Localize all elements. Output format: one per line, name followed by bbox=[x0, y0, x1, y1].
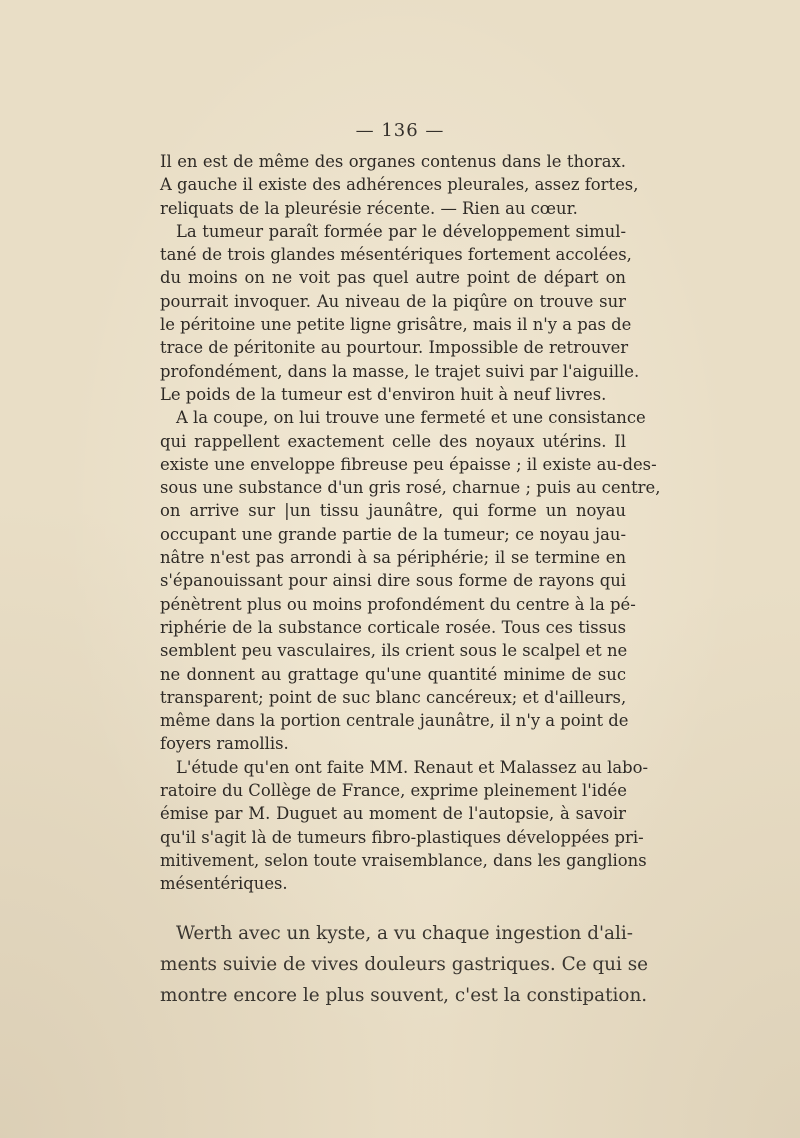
text-line: nâtre n'est pas arrondi à sa périphérie; il se termine en bbox=[160, 548, 626, 568]
text-line: foyers ramollis. bbox=[160, 734, 289, 754]
text-line: même dans la portion centrale jaunâtre, il n'y a point de bbox=[160, 711, 629, 731]
paragraph-werth bbox=[160, 918, 649, 1011]
text-line: s'épanouissant pour ainsi dire sous forme de rayons qui bbox=[160, 571, 626, 591]
text-line: Le poids de la tumeur est d'environ huit à neuf livres. bbox=[160, 384, 607, 404]
paragraph-etude bbox=[160, 756, 649, 896]
text-line: on arrive sur |un tissu jaunâtre, qui forme un noyau bbox=[160, 501, 626, 521]
text-line: Werth avec un kyste, a vu chaque ingestion d'ali- bbox=[176, 922, 633, 944]
text-line: le péritoine une petite ligne grisâtre, mais il n'y a pas de bbox=[160, 315, 632, 335]
text-line: transparent; point de suc blanc cancéreux; et d'ailleurs, bbox=[160, 687, 627, 707]
text-line: mésentériques. bbox=[160, 874, 288, 894]
paragraph-coupe bbox=[160, 406, 661, 755]
text-line: Il en est de même des organes contenus dans le thorax. bbox=[160, 152, 626, 171]
text-line: émise par M. Duguet au moment de l'autopsie, à savoir bbox=[160, 804, 626, 824]
text-line: A la coupe, on lui trouve une fermeté et une consistance bbox=[176, 408, 646, 428]
text-line: tané de trois glandes mésentériques fortement accolées, bbox=[160, 245, 632, 265]
text-line: pourrait invoquer. Au niveau de la piqûre on trouve sur bbox=[160, 291, 626, 311]
text-line: La tumeur paraît formée par le développement simul- bbox=[176, 221, 626, 241]
text-line: qu'il s'agit là de tumeurs fibro-plastiques développées pri- bbox=[160, 827, 644, 847]
text-line: mitivement, selon toute vraisemblance, dans les ganglions bbox=[160, 850, 647, 870]
text-line: sous une substance d'un gris rosé, charnue ; puis au centre, bbox=[160, 478, 661, 498]
paragraph-tumeur bbox=[160, 220, 640, 406]
text-line: reliquats de la pleurésie récente. — Rien au cœur. bbox=[160, 198, 578, 218]
text-line: ne donnent au grattage qu'une quantité minime de suc bbox=[160, 664, 626, 684]
text-line: existe une enveloppe fibreuse peu épaisse ; il existe au-des- bbox=[160, 454, 657, 474]
text-line: ments suivie de vives douleurs gastriques. Ce qui se bbox=[160, 953, 649, 975]
page-number: — 136 — bbox=[355, 120, 445, 141]
body-text bbox=[160, 150, 661, 1011]
text-line: pénètrent plus ou moins profondément du centre à la pé- bbox=[160, 594, 636, 614]
text-line: qui rappellent exactement celle des noyaux utérins. Il bbox=[160, 431, 626, 451]
text-line: semblent peu vasculaires, ils crient sous le scalpel et ne bbox=[160, 641, 628, 661]
paragraph-gap bbox=[160, 896, 626, 918]
text-line: A gauche il existe des adhérences pleurales, assez fortes, bbox=[160, 175, 639, 195]
text-line: ratoire du Collège de France, exprime pleinement l'idée bbox=[160, 781, 627, 801]
text-line: trace de péritonite au pourtour. Impossible de retrouver bbox=[160, 338, 629, 358]
text-line: riphérie de la substance corticale rosée. Tous ces tissus bbox=[160, 617, 626, 637]
text-line: occupant une grande partie de la tumeur; ce noyau jau- bbox=[160, 524, 626, 544]
text-line: du moins on ne voit pas quel autre point de départ on bbox=[160, 268, 626, 288]
paragraph-thorax bbox=[160, 150, 639, 220]
text-line: montre encore le plus souvent, c'est la constipation. bbox=[160, 984, 648, 1006]
text-line: L'étude qu'en ont faite MM. Renaut et Malassez au labo- bbox=[176, 757, 649, 777]
text-line: profondément, dans la masse, le trajet suivi par l'aiguille. bbox=[160, 361, 640, 381]
